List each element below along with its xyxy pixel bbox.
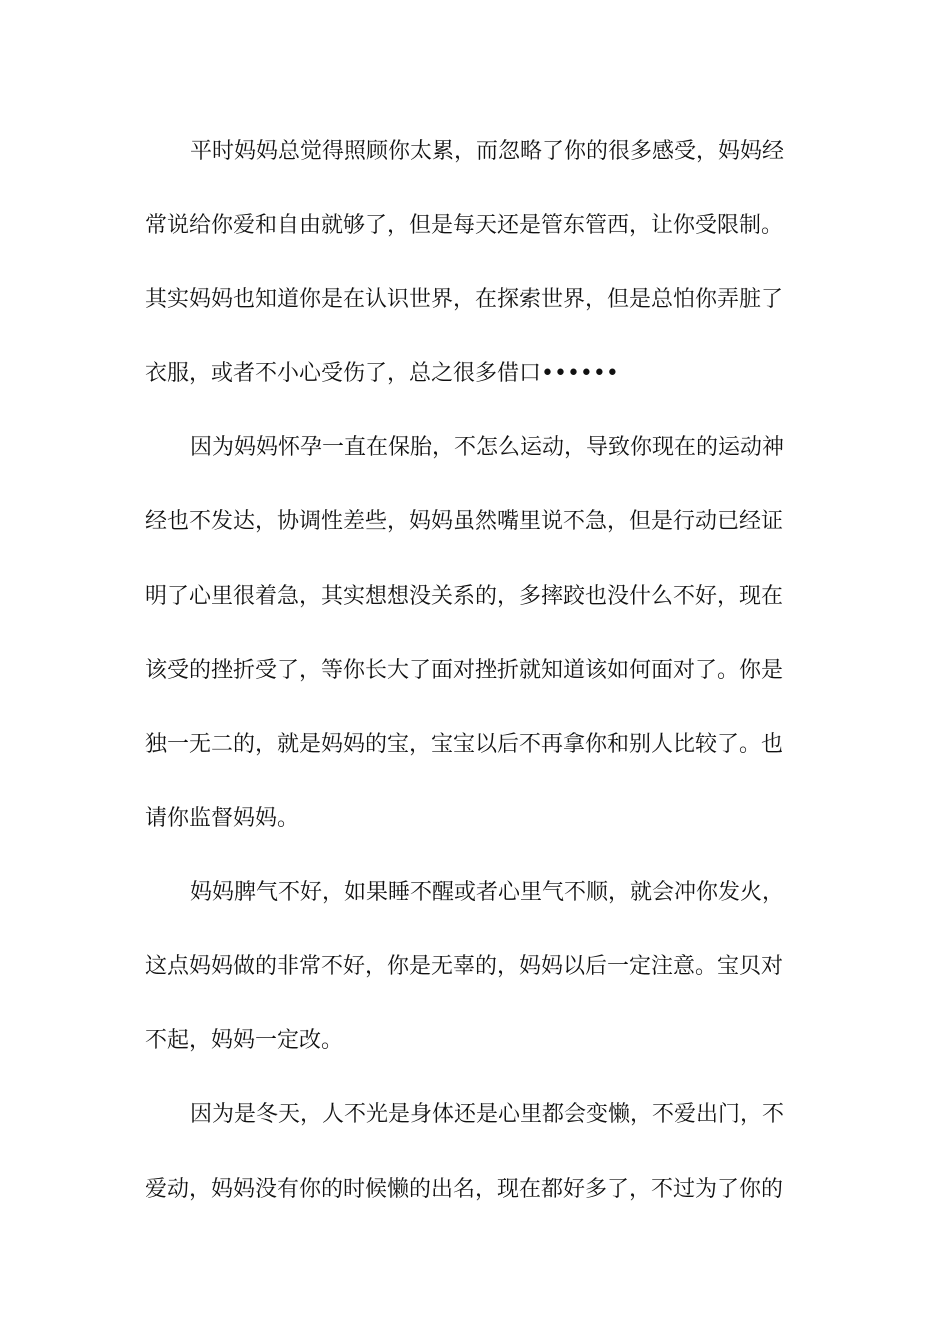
paragraph-1-line-2: 常说给你爱和自由就够了，但是每天还是管东管西，让你受限制。 [145, 213, 784, 238]
paragraph-2-line-1: 因为妈妈怀孕一直在保胎，不怎么运动，导致你现在的运动神 [190, 435, 785, 460]
paragraph-2-line-3: 明了心里很着急，其实想想没关系的，多摔跤也没什么不好，现在 [145, 584, 784, 609]
paragraph-4-line-1: 因为是冬天，人不光是身体还是心里都会变懒，不爱出门，不 [190, 1102, 785, 1127]
paragraph-3-line-3: 不起，妈妈一定改。 [145, 1028, 344, 1053]
paragraph-2-line-4: 该受的挫折受了，等你长大了面对挫折就知道该如何面对了。你是 [145, 658, 784, 683]
paragraph-2-line-5: 独一无二的，就是妈妈的宝，宝宝以后不再拿你和别人比较了。也 [145, 732, 784, 757]
paragraph-1-line-4: 衣服，或者不小心受伤了，总之很多借口•••••• [145, 361, 619, 386]
paragraph-4-line-2: 爱动，妈妈没有你的时候懒的出名，现在都好多了，不过为了你的 [145, 1177, 784, 1202]
paragraph-3-line-2: 这点妈妈做的非常不好，你是无辜的，妈妈以后一定注意。宝贝对 [145, 954, 784, 979]
paragraph-2-line-2: 经也不发达，协调性差些，妈妈虽然嘴里说不急，但是行动已经证 [145, 509, 784, 534]
paragraph-3-line-1: 妈妈脾气不好，如果睡不醒或者心里气不顺，就会冲你发火， [190, 880, 785, 905]
paragraph-2-line-6: 请你监督妈妈。 [145, 806, 300, 831]
paragraph-1-line-3: 其实妈妈也知道你是在认识世界，在探索世界，但是总怕你弄脏了 [145, 287, 784, 312]
paragraph-1-line-1: 平时妈妈总觉得照顾你太累，而忽略了你的很多感受，妈妈经 [190, 139, 785, 164]
